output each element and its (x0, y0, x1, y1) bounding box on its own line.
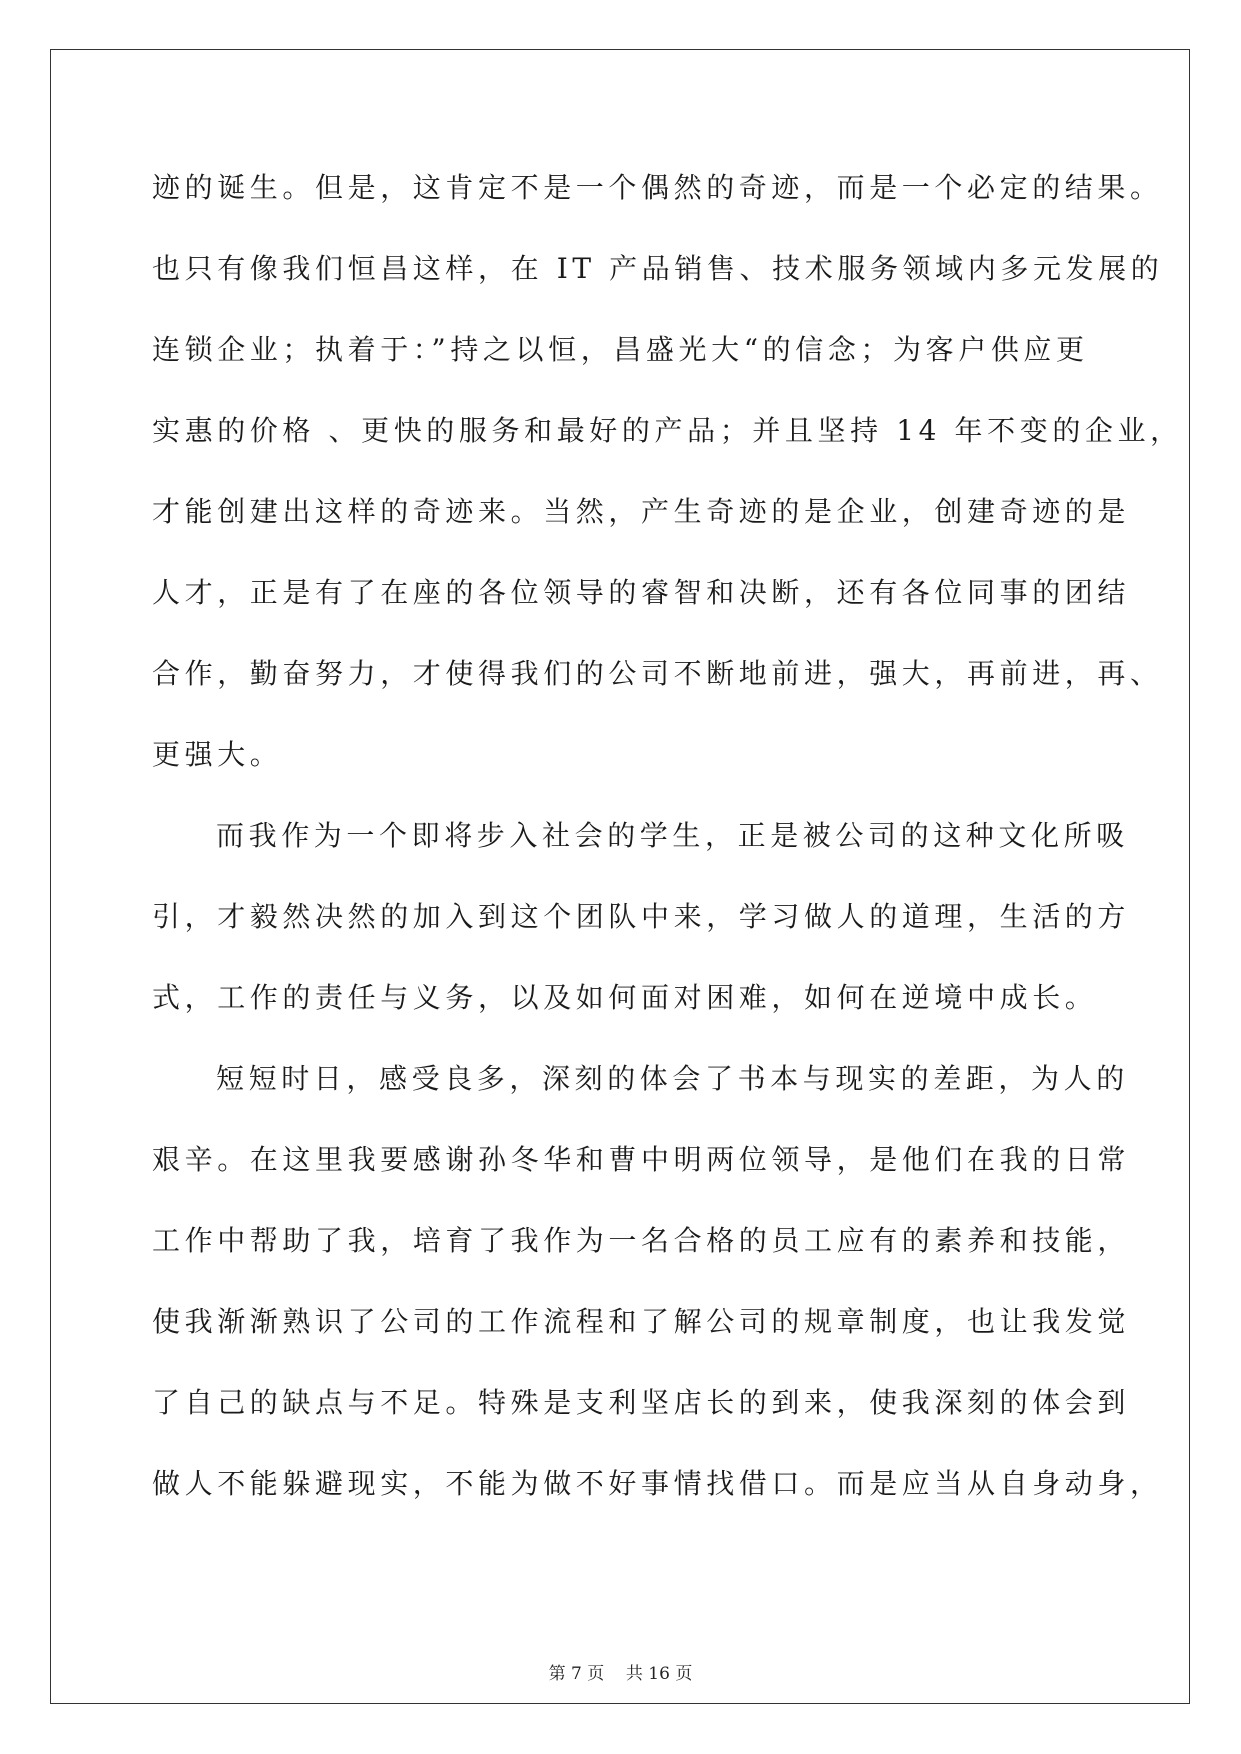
text-line-12: 短短时日，感受良多，深刻的体会了书本与现实的差距，为人的 (216, 1062, 1129, 1095)
text-line-11: 式，工作的责任与义务，以及如何面对困难，如何在逆境中成长。 (152, 981, 1098, 1014)
text-line-4: 实惠的价格 、更快的服务和最好的产品；并且坚持 14 年不变的企业， (152, 414, 1183, 447)
total-page-count: 共 16 页 (625, 1664, 693, 1684)
current-page-number: 第 7 页 (548, 1664, 605, 1684)
text-line-15: 使我渐渐熟识了公司的工作流程和了解公司的规章制度，也让我发觉 (152, 1305, 1131, 1338)
page-footer (0, 1662, 1241, 1686)
document-body (152, 165, 1183, 1542)
text-line-5: 才能创建出这样的奇迹来。当然，产生奇迹的是企业，创建奇迹的是 (152, 495, 1131, 528)
text-line-13: 艰辛。在这里我要感谢孙冬华和曹中明两位领导，是他们在我的日常 (152, 1143, 1131, 1176)
text-line-8: 更强大。 (152, 738, 283, 771)
text-line-9: 而我作为一个即将步入社会的学生，正是被公司的这种文化所吸 (216, 819, 1129, 852)
text-line-16: 了自己的缺点与不足。特殊是支利坚店长的到来，使我深刻的体会到 (152, 1386, 1131, 1419)
text-line-3: 连锁企业；执着于：”持之以恒，昌盛光大“的信念；为客户供应更 (152, 333, 1089, 366)
text-line-7: 合作，勤奋努力，才使得我们的公司不断地前进，强大，再前进，再、 (152, 657, 1163, 690)
text-line-17: 做人不能躲避现实，不能为做不好事情找借口。而是应当从自身动身， (152, 1467, 1163, 1500)
text-line-10: 引，才毅然决然的加入到这个团队中来，学习做人的道理，生活的方 (152, 900, 1131, 933)
text-line-1: 迹的诞生。但是，这肯定不是一个偶然的奇迹，而是一个必定的结果。 (152, 171, 1163, 204)
text-line-14: 工作中帮助了我，培育了我作为一名合格的员工应有的素养和技能， (152, 1224, 1131, 1257)
footer-spacer (604, 1664, 626, 1684)
text-line-2: 也只有像我们恒昌这样，在 IT 产品销售、技术服务领域内多元发展的 (152, 252, 1164, 285)
text-line-6: 人才，正是有了在座的各位领导的睿智和决断，还有各位同事的团结 (152, 576, 1131, 609)
